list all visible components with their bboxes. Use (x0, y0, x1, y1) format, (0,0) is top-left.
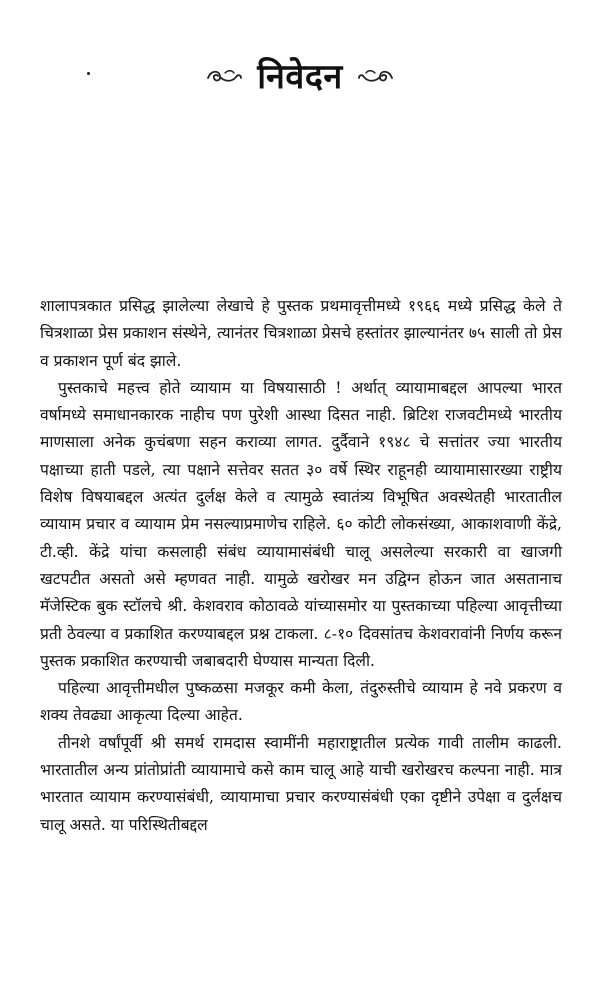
paragraph-3: पहिल्या आवृत्तीमधील पुष्कळसा मजकूर कमी केला, तंदुरुस्तीचे व्यायाम हे नवे प्रकरण व शक्य तेवढ्या आकृत्या दिल्या आहेत. (40, 679, 562, 725)
paragraph-2: पुस्तकाचे महत्त्व होते व्यायाम या विषयासाठी ! अर्थात् व्यायामाबद्दल आपल्या भारत वर्षामध्ये समाधानकारक नाहीच पण पुरेशी आस्था दिसत नाही. ब्रिटिश राजवटीमध्ये भारतीय माणसाला अनेक कुचंबणा सहन कराव्या लागत. दुर्दैवाने १९४८ चे सत्तांतर ज्या भारतीय पक्षाच्या हाती पडले, त्या पक्षाने सत्तेवर सतत ३० वर्षे स्थिर राहूनही व्यायामासारख्या राष्ट्रीय विशेष विषयाबद्दल अत्यंत दुर्लक्ष केले व त्यामुळे स्वातंत्र्य विभूषित अवस्थेतही भारतातील व्यायाम प्रचार व व्यायाम प्रेम नसल्याप्रमाणेच राहिले. ६० कोटी लोकसंख्या, आकाशवाणी केंद्रे, टी.व्ही. केंद्रे यांचा कसलाही संबंध व्यायामासंबंधी चालू असलेल्या सरकारी वा खाजगी खटपटीत असतो असे म्हणवत नाही. यामुळे खरोखर मन उद्विग्न होऊन जात असतानाच मॅजेस्टिक बुक स्टॉलचे श्री. केशवराव कोठावळे यांच्यासमोर या पुस्तकाच्या पहिल्या आवृत्तीच्या प्रती ठेवल्या व प्रकाशित करण्याबद्दल प्रश्न टाकला. ८-१० दिवसांतच केशवरावांनी निर्णय करून पुस्तक प्रकाशित करण्याची जबाबदारी घेण्यास मान्यता दिली. (40, 378, 562, 670)
paragraph-1: शालापत्रकात प्रसिद्ध झालेल्या लेखाचे हे पुस्तक प्रथमावृत्तीमध्ये १९६६ मध्ये प्रसिद्ध केले ते चित्रशाळा प्रेस प्रकाशन संस्थेने, त्यानंतर चित्रशाळा प्रेसचे हस्तांतर झाल्यानंतर ७५ साली तो प्रेस व प्रकाशन पूर्ण बंद झाले. (40, 297, 562, 370)
page-title: निवेदन (257, 57, 343, 97)
swirl-ornament-right-icon (357, 66, 395, 88)
swirl-ornament-left-icon (205, 66, 243, 88)
paragraph-4: तीनशे वर्षांपूर्वी श्री समर्थ रामदास स्वामींनी महाराष्ट्रातील प्रत्येक गावी तालीम काढली. भारतातील अन्य प्रांतोप्रांती व्यायामाचे कसे काम चालू आहे याची खरोखरच कल्पना नाही. मात्र भारतात व्यायाम करण्यासंबंधी, व्यायामाचा प्रचार करण्यासंबंधी एका दृष्टीने उपेक्षा व दुर्लक्षच चालू असते. या परिस्थितीबद्दल (40, 733, 562, 834)
body-text (40, 293, 562, 839)
title-row (0, 52, 600, 102)
